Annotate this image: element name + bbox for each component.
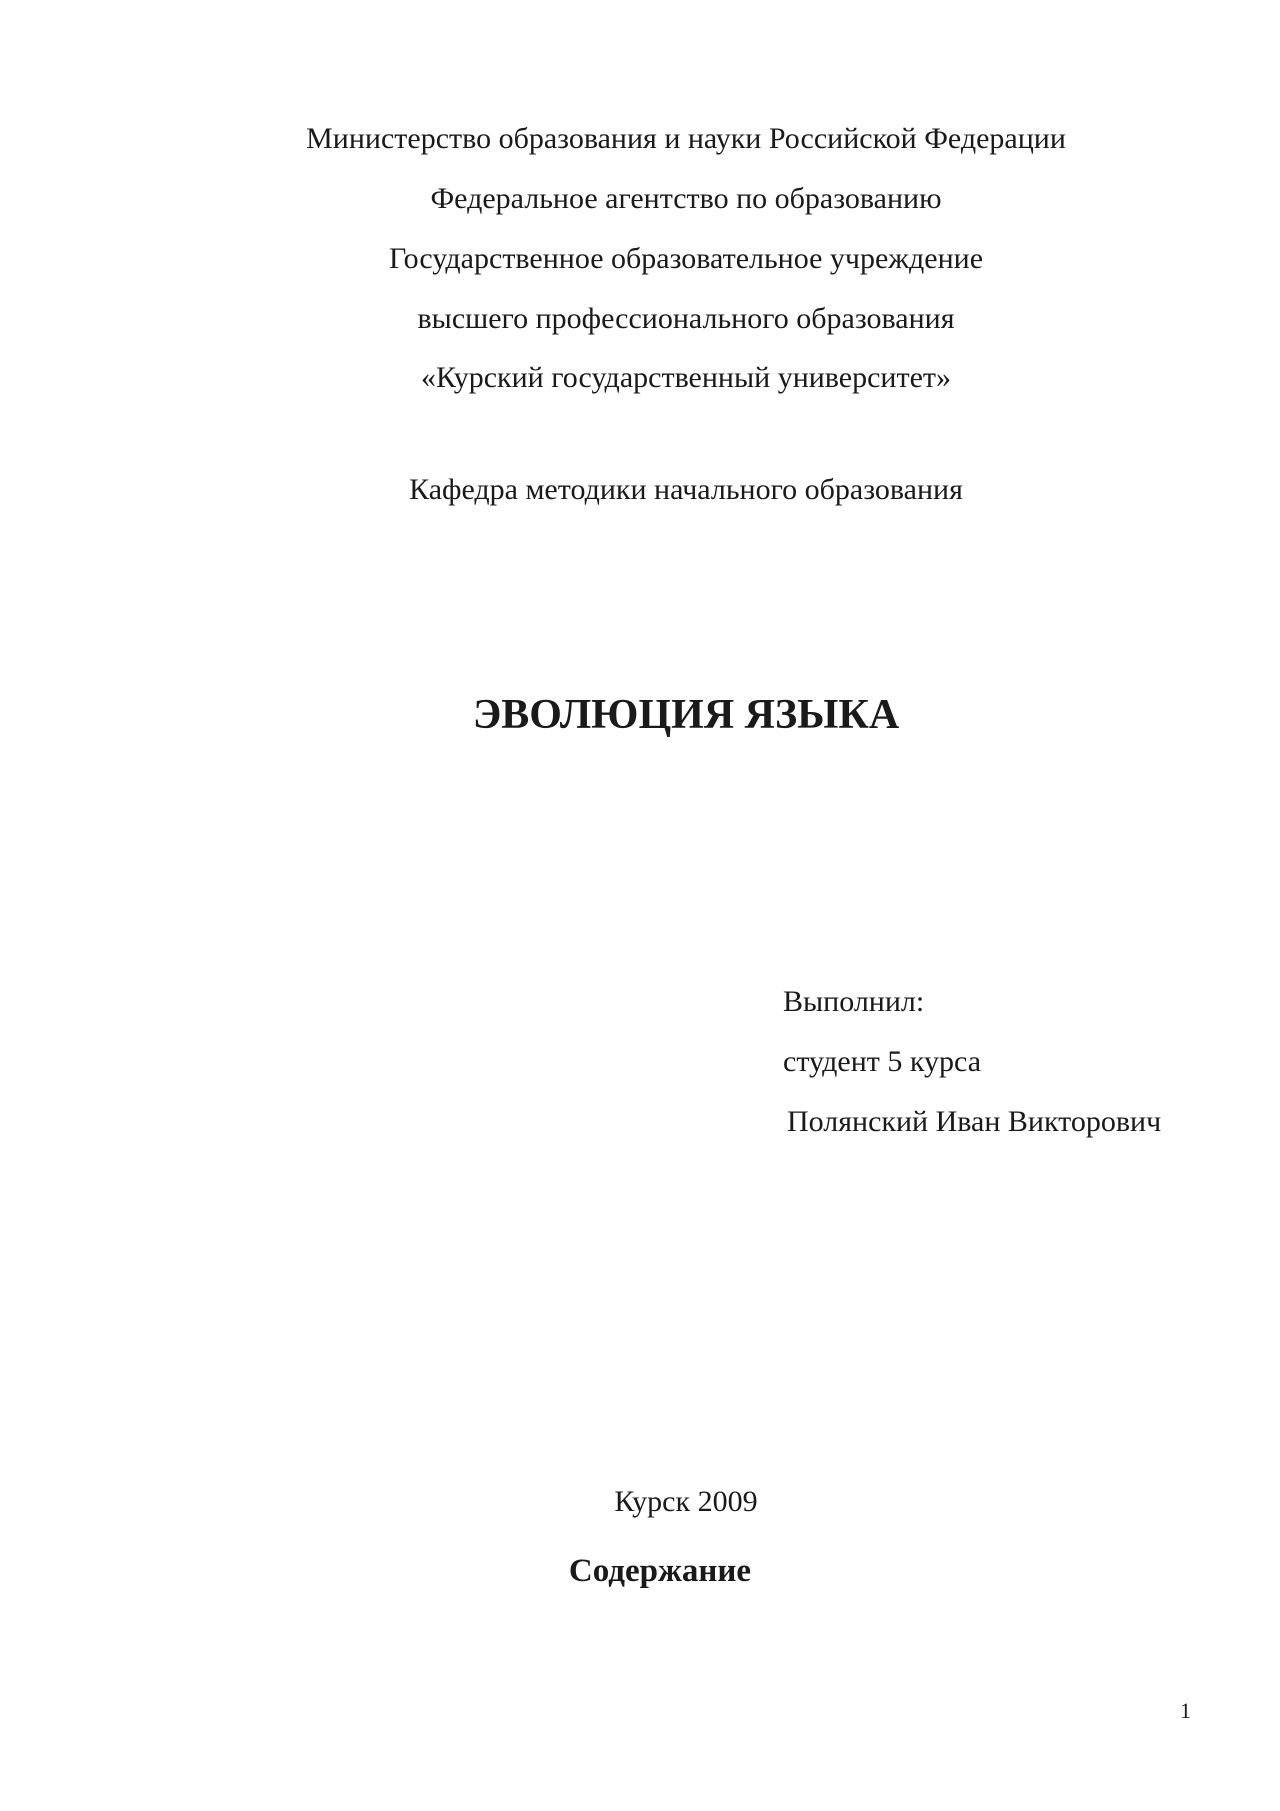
document-title: ЭВОЛЮЦИЯ ЯЗЫКА xyxy=(472,692,900,738)
department-line: Кафедра методики начального образования xyxy=(409,473,963,506)
page-number: 1 xyxy=(1180,1698,1191,1723)
agency-line: Федеральное агентство по образованию xyxy=(430,182,942,215)
institution-line-2: высшего профессионального образования xyxy=(417,302,955,335)
student-name: Полянский Иван Викторович xyxy=(787,1105,1162,1138)
city-year: Курск 2009 xyxy=(614,1485,758,1518)
performed-by-label: Выполнил: xyxy=(783,985,925,1018)
university-name: «Курский государственный университет» xyxy=(420,361,952,394)
contents-heading: Содержание xyxy=(568,1553,752,1589)
student-year: студент 5 курса xyxy=(783,1045,982,1078)
institution-line-1: Государственное образовательное учреждение xyxy=(388,242,984,275)
ministry-line: Министерство образования и науки Российской Федерации xyxy=(306,122,1066,155)
